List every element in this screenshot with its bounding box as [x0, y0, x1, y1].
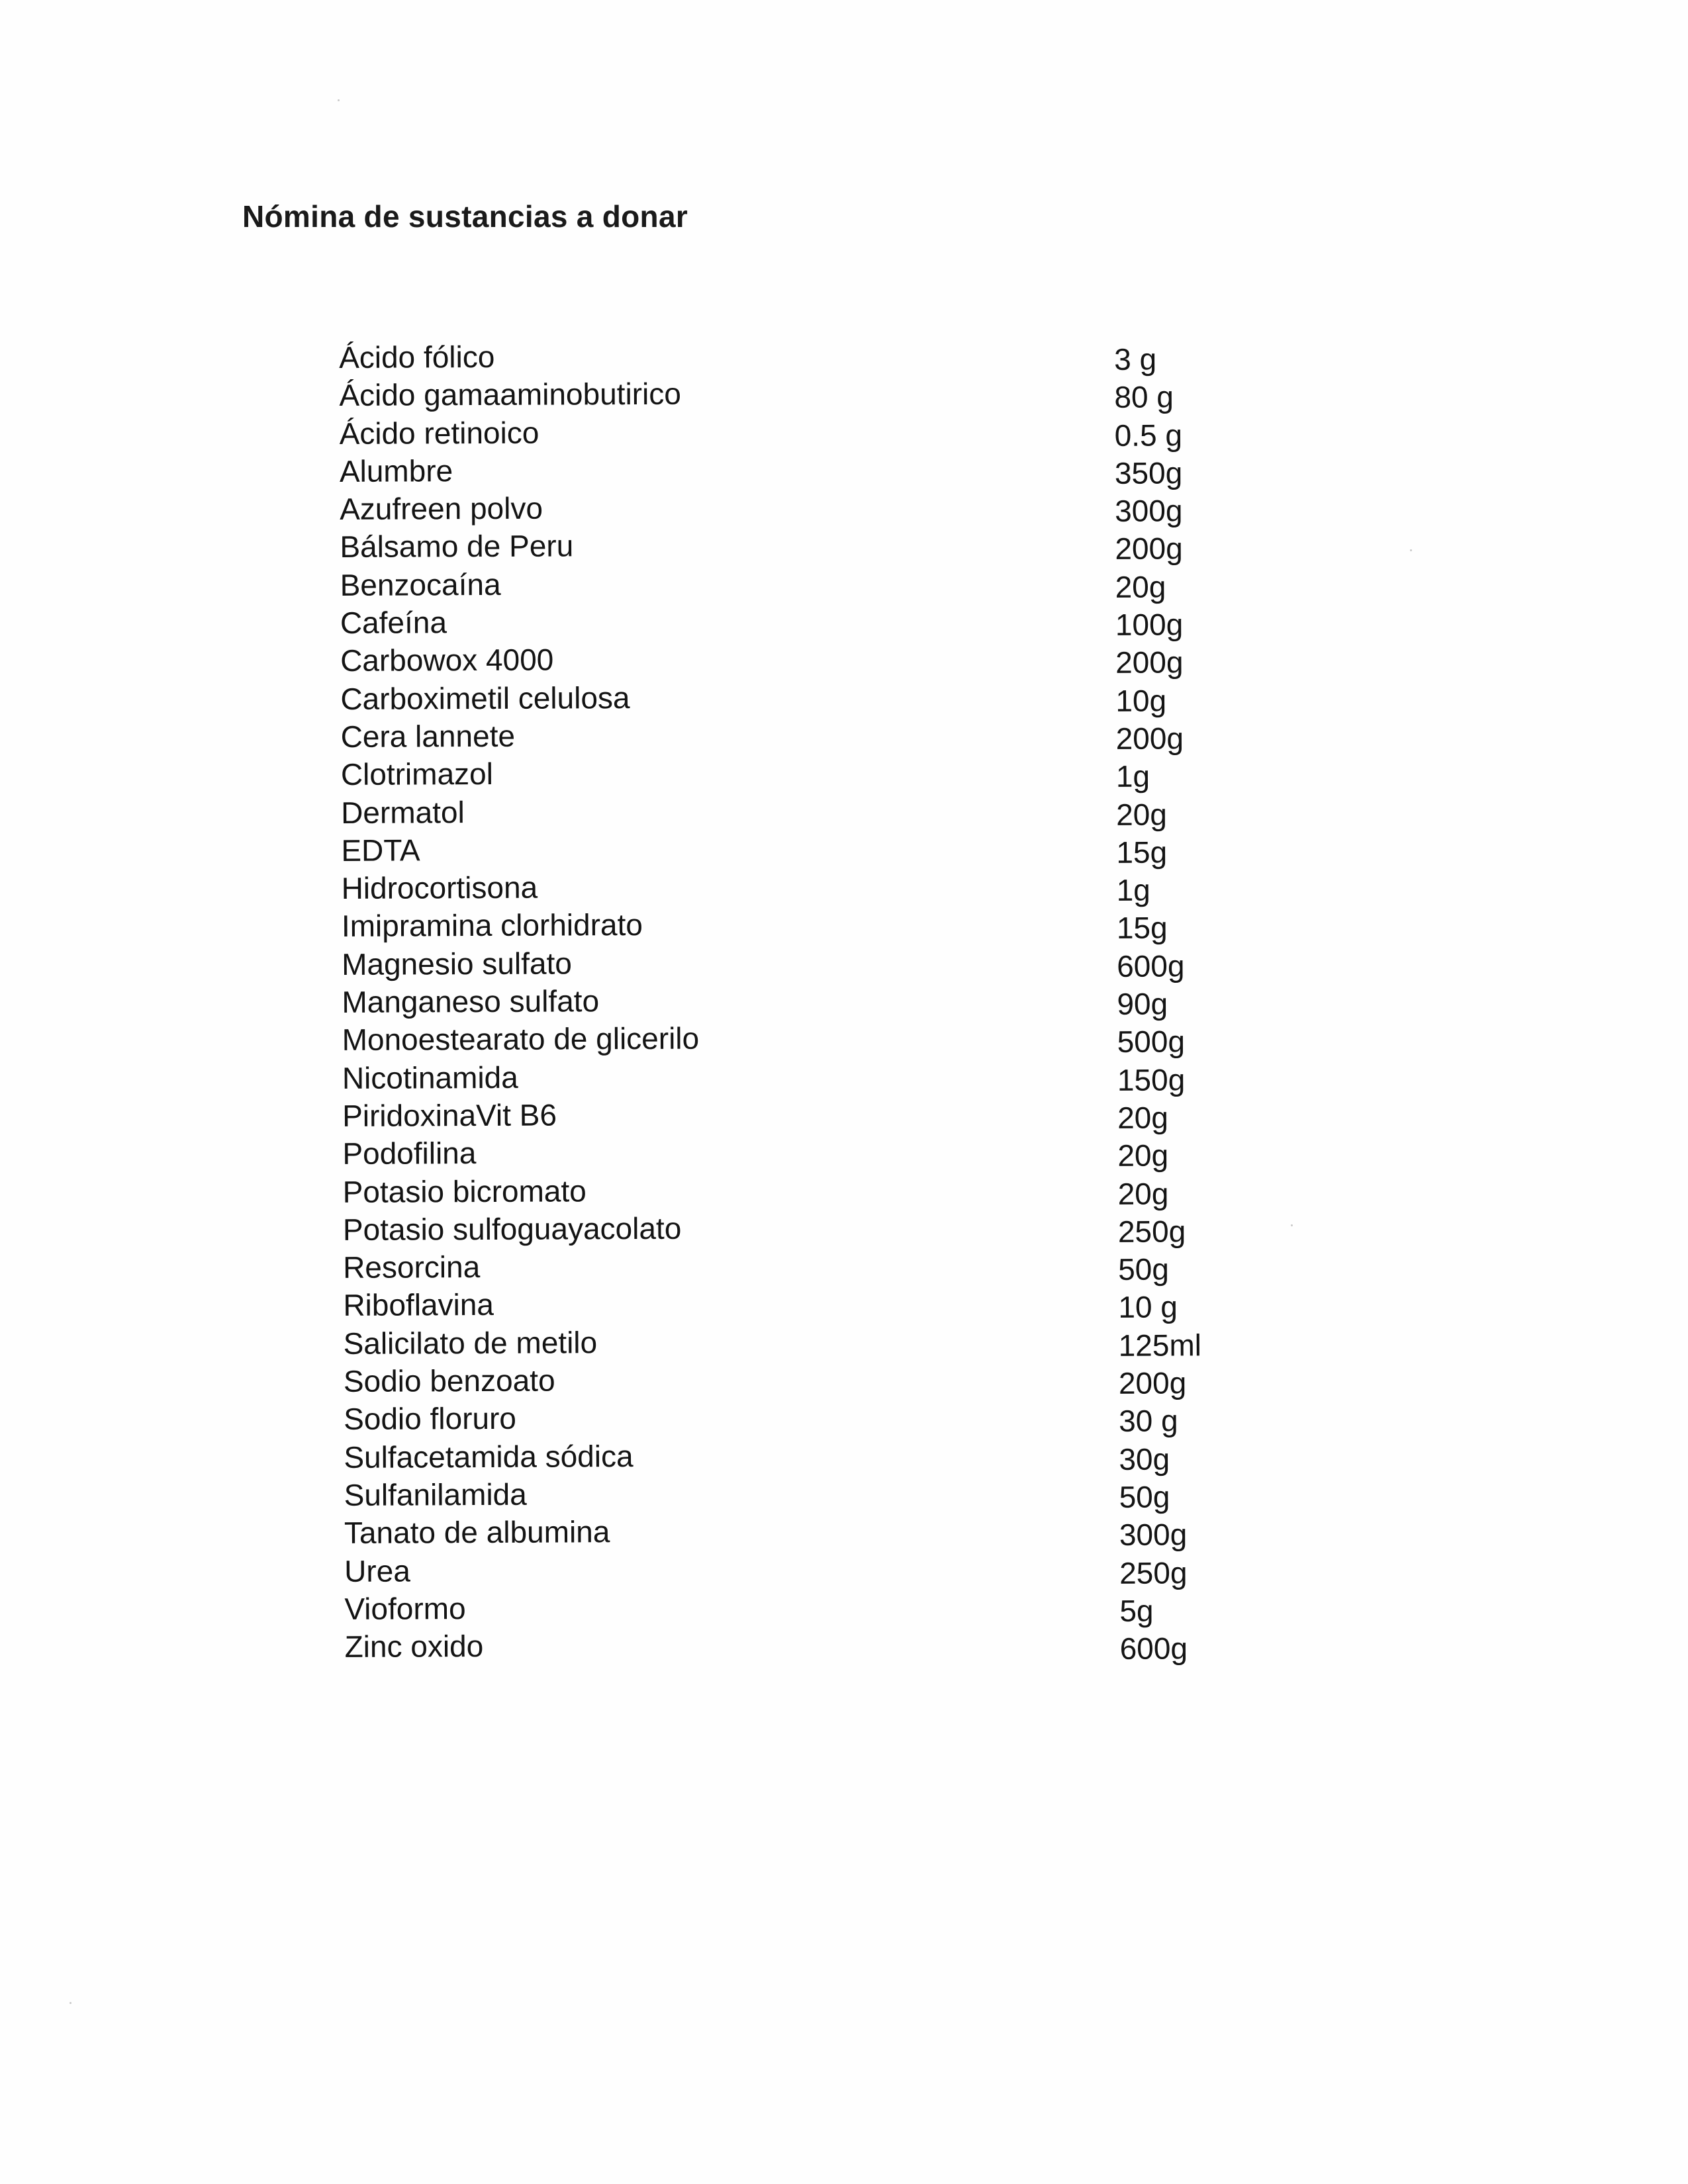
- substance-name: Carboximetil celulosa: [340, 680, 630, 716]
- substance-quantity: 30g: [1119, 1441, 1170, 1477]
- list-item: [332, 410, 1258, 452]
- substance-quantity: 125ml: [1118, 1327, 1202, 1363]
- list-item: [333, 752, 1260, 794]
- substance-name: Cafeína: [340, 605, 447, 641]
- substance-name: Ácido fólico: [339, 339, 495, 375]
- list-item: [337, 1624, 1264, 1666]
- substance-name: Urea: [344, 1553, 410, 1588]
- list-item: [332, 563, 1259, 604]
- list-item: [331, 335, 1258, 377]
- list-item: [335, 1283, 1262, 1324]
- substance-quantity: 3 g: [1114, 341, 1157, 377]
- list-item: [333, 714, 1260, 756]
- list-item: [332, 524, 1258, 566]
- substance-name: Dermatol: [341, 794, 465, 830]
- list-item: [332, 449, 1258, 490]
- substance-name: Bálsamo de Peru: [340, 528, 574, 565]
- list-item: [333, 790, 1260, 831]
- substance-quantity: 20g: [1116, 797, 1168, 832]
- substance-quantity: 350g: [1114, 455, 1183, 490]
- substance-name: Riboflavina: [343, 1287, 494, 1323]
- substance-quantity: 20g: [1117, 1100, 1169, 1135]
- list-item: [336, 1586, 1263, 1628]
- substance-name: Sulfanilamida: [344, 1477, 527, 1512]
- list-item: [336, 1548, 1263, 1590]
- scan-speck: [338, 99, 340, 101]
- substance-quantity: 200g: [1115, 531, 1183, 567]
- substance-name: Benzocaína: [340, 567, 501, 602]
- substance-quantity: 600g: [1117, 948, 1185, 983]
- substance-quantity: 30 g: [1119, 1403, 1178, 1439]
- substance-name: Cera lannete: [340, 718, 516, 754]
- list-item: [335, 1169, 1262, 1210]
- substance-quantity: 15g: [1116, 835, 1168, 870]
- substance-quantity: 200g: [1115, 721, 1184, 756]
- substance-quantity: 10g: [1115, 683, 1167, 718]
- list-item: [336, 1359, 1262, 1400]
- list-item: [336, 1473, 1263, 1514]
- substance-name: Ácido retinoico: [339, 415, 539, 451]
- list-item: [336, 1396, 1262, 1438]
- substance-quantity: 15g: [1116, 910, 1168, 946]
- list-item: [334, 979, 1260, 1021]
- substance-name: Potasio bicromato: [342, 1173, 586, 1209]
- substance-quantity: 50g: [1118, 1251, 1170, 1287]
- substance-name: Salicilato de metilo: [343, 1324, 598, 1361]
- substance-name: EDTA: [341, 833, 420, 868]
- substance-quantity: 250g: [1117, 1214, 1186, 1249]
- substance-quantity: 300g: [1119, 1517, 1188, 1553]
- substance-name: Monoestearato de glicerilo: [342, 1021, 700, 1058]
- list-item: [336, 1321, 1262, 1363]
- substance-name: Manganeso sulfato: [342, 983, 600, 1019]
- list-item: [334, 942, 1260, 983]
- substance-quantity: 1g: [1115, 758, 1150, 794]
- list-item: [334, 1056, 1261, 1097]
- substance-quantity: 200g: [1118, 1365, 1187, 1400]
- substance-name: Alumbre: [339, 453, 453, 488]
- substance-quantity: 20g: [1115, 569, 1166, 604]
- substance-quantity: 600g: [1119, 1631, 1188, 1666]
- scan-speck: [70, 2002, 71, 2004]
- list-item: [336, 1510, 1263, 1552]
- substance-name: Resorcina: [343, 1250, 481, 1285]
- substance-name: Imipramina clorhidrato: [341, 907, 643, 944]
- substance-quantity: 80 g: [1114, 379, 1174, 415]
- substance-quantity: 50g: [1119, 1479, 1170, 1514]
- substance-name: Hidrocortisona: [341, 870, 538, 906]
- substance-quantity: 20g: [1117, 1138, 1169, 1173]
- substance-quantity: 200g: [1115, 645, 1184, 680]
- list-item: [334, 1017, 1261, 1059]
- substance-name: Carbowox 4000: [340, 642, 554, 678]
- substance-quantity: 250g: [1119, 1555, 1188, 1590]
- substance-name: Vioformo: [344, 1590, 466, 1626]
- substance-quantity: 150g: [1117, 1062, 1186, 1097]
- document-title: Nómina de sustancias a donar: [242, 199, 688, 234]
- substance-quantity: 100g: [1115, 607, 1184, 642]
- list-item: [335, 1245, 1262, 1287]
- substance-name: Potasio sulfoguayacolato: [342, 1210, 682, 1247]
- substance-quantity: 5g: [1119, 1593, 1154, 1628]
- substance-name: Podofilina: [342, 1136, 477, 1171]
- substance-name: Zinc oxido: [344, 1629, 484, 1664]
- substance-name: Ácido gamaaminobutirico: [339, 376, 681, 413]
- substance-name: Tanato de albumina: [344, 1514, 610, 1551]
- list-item: [332, 638, 1259, 680]
- list-item: [334, 903, 1260, 945]
- list-item: [334, 1131, 1261, 1173]
- scan-speck: [1410, 549, 1412, 551]
- substance-name: Nicotinamida: [342, 1060, 518, 1095]
- substance-name: Sodio floruro: [344, 1401, 517, 1437]
- list-item: [332, 486, 1258, 528]
- substance-quantity: 20g: [1117, 1176, 1169, 1211]
- scan-speck: [1291, 1224, 1293, 1226]
- list-item: [336, 1434, 1262, 1476]
- substance-name: Magnesio sulfato: [342, 946, 572, 981]
- substance-quantity: 10 g: [1118, 1289, 1178, 1325]
- substance-quantity: 0.5 g: [1114, 417, 1183, 453]
- list-item: [334, 866, 1260, 907]
- substance-quantity: 300g: [1115, 493, 1183, 529]
- substance-name: Clotrimazol: [340, 756, 494, 792]
- substance-quantity: 1g: [1116, 872, 1150, 907]
- list-item: [331, 373, 1258, 414]
- substance-name: Sulfacetamida sódica: [344, 1438, 633, 1475]
- substance-name: Sodio benzoato: [343, 1363, 555, 1398]
- substance-name: PiridoxinaVit B6: [342, 1097, 557, 1133]
- substance-quantity: 500g: [1117, 1024, 1186, 1060]
- substance-name: Azufreen polvo: [340, 490, 543, 527]
- list-item: [333, 828, 1260, 870]
- substance-quantity: 90g: [1117, 986, 1168, 1021]
- list-item: [334, 1093, 1261, 1135]
- list-item: [335, 1207, 1262, 1249]
- substance-list: [331, 335, 1264, 1666]
- list-item: [332, 676, 1259, 718]
- list-item: [332, 600, 1259, 642]
